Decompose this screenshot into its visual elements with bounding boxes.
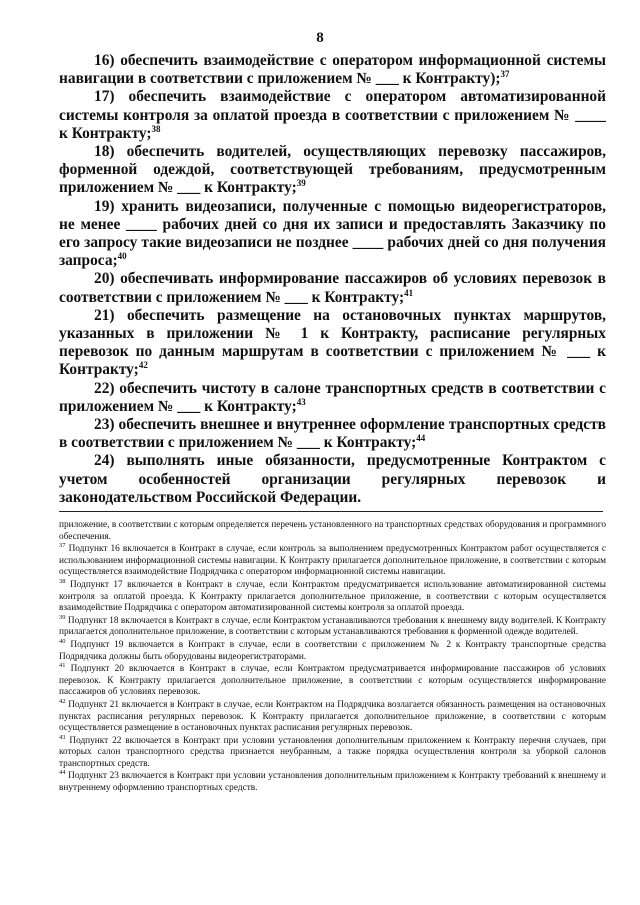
footnote-continuation: приложение, в соответствии с которым определяется перечень установленного на транспортных средствах оборудования и программного обеспечения. [59, 520, 606, 542]
obligation-item-16: 16) обеспечить взаимодействие с оператором информационной системы навигации в соответствии с приложением № ___ к Контракту);$^{37}$ [59, 52, 606, 88]
obligation-item-18: 18) обеспечить водителей, осуществляющих перевозку пассажиров, форменной одеждой, соответствующей требованиям, предусмотренным приложением № ___ к Контракту;$^{39}$ [59, 143, 606, 197]
obligation-item-22: 22) обеспечить чистоту в салоне транспортных средств в соответствии с приложением № ___ к Контракту;$^{43}$ [59, 379, 606, 415]
footnote-ref[interactable]: 37 [500, 69, 510, 80]
footnote-39: $^{39}$ Подпункт 18 включается в Контракт в случае, если Контрактом устанавливаются требования к внешнему виду водителей. К Контракту прилагается дополнительное приложение, в соответствии с которым устанавливаются требования к форменной одежде водителей. [59, 613, 606, 638]
obligation-item-20: 20) обеспечивать информирование пассажиров об условиях перевозок в соответствии с приложением № ___ к Контракту;$^{41}$ [59, 270, 606, 306]
footnote-37: $^{37}$ Подпункт 16 включается в Контракт в случае, если контроль за выполнением предусмотренных Контрактом работ осуществляется с использованием информационной системы навигации. К Контракту прилагается дополнительное приложение, в соответствии с которым осуществляется взаимодействие Подрядчика с оператором информационной системы навигации. [59, 542, 606, 578]
obligation-item-24: 24) выполнять иные обязанности, предусмотренные Контрактом с учетом особенностей организации регулярных перевозок и законодательством Российской Федерации. [59, 452, 606, 506]
obligation-item-23: 23) обеспечить внешнее и внутреннее оформление транспортных средств в соответствии с приложением № ___ к Контракту;$^{44}$ [59, 416, 606, 452]
contract-obligations-list [59, 52, 606, 507]
obligation-item-21: 21) обеспечить размещение на остановочных пунктах маршрутов, указанных в приложении № 1 к Контракту, расписание регулярных перевозок по данным маршрутам в соответствии с приложением № ___ к Контракту;$^{42}$ [59, 306, 606, 379]
footnote-separator [59, 511, 603, 512]
footnote-42: $^{42}$ Подпункт 21 включается в Контракт в случае, если Контрактом на Подрядчика возлагается обязанность размещения на остановочных пунктах расписания регулярных перевозок. К Контракту прилагается дополнительное приложение, в соответствии с которым осуществляется размещение в остановочных пунктах расписания регулярных перевозок. [59, 697, 606, 734]
footnote-ref[interactable]: 38 [151, 123, 161, 134]
footnote-ref[interactable]: 42 [138, 360, 148, 371]
obligation-item-17: 17) обеспечить взаимодействие с оператором автоматизированной системы контроля за оплатой проезда в соответствии с приложением № ____ к Контракту;$^{38}$ [59, 88, 606, 142]
page-number: 8 [316, 30, 324, 46]
footnotes-section [59, 520, 606, 796]
footnote-ref[interactable]: 40 [117, 251, 127, 262]
footnote-38: $^{38}$ Подпункт 17 включается в Контракт в случае, если Контрактом предусматривается использование автоматизированной системы контроля за оплатой проезда. К Контракту прилагается дополнительное приложение, в соответствии с которым осуществляется взаимодействие Подрядчика с оператором автоматизированной системы контроля за оплатой проезда. [59, 577, 606, 614]
footnote-ref[interactable]: 41 [404, 287, 414, 298]
footnote-41: $^{41}$ Подпункт 20 включается в Контракт в случае, если Контрактом предусматривается информирование пассажиров об условиях перевозок. К Контракту прилагается дополнительное приложение, в соответствии с которым осуществляется информирование пассажиров об условиях перевозок. [59, 662, 606, 698]
footnote-40: $^{40}$ Подпункт 19 включается в Контракт в случае, если в соответствии с приложением № 2 к Контракту транспортные средства Подрядчика должны быть оборудованы видеорегистраторами. [59, 637, 606, 662]
obligation-item-19: 19) хранить видеозаписи, полученные с помощью видеорегистраторов, не менее ____ рабочих дней со дня их записи и предоставлять Заказчику по его запросу такие видеозаписи не позднее ____ рабочих дней со дня получения запроса;$^{40}$ [59, 197, 606, 270]
footnote-43: $^{43}$ Подпункт 22 включается в Контракт при условии установления дополнительным приложением к Контракту перечня случаев, при которых салон транспортного средства признается неубранным, а также порядка осуществления контроля за уборкой салонов транспортных средств. [59, 733, 606, 769]
footnote-ref[interactable]: 43 [296, 396, 306, 407]
footnote-44: $^{44}$ Подпункт 23 включается в Контракт при условии установления дополнительным приложением к Контракту требований к внешнему и внутреннему оформлению транспортных средств. [59, 769, 606, 794]
footnote-ref[interactable]: 39 [296, 178, 306, 189]
footnote-ref[interactable]: 44 [416, 433, 426, 444]
